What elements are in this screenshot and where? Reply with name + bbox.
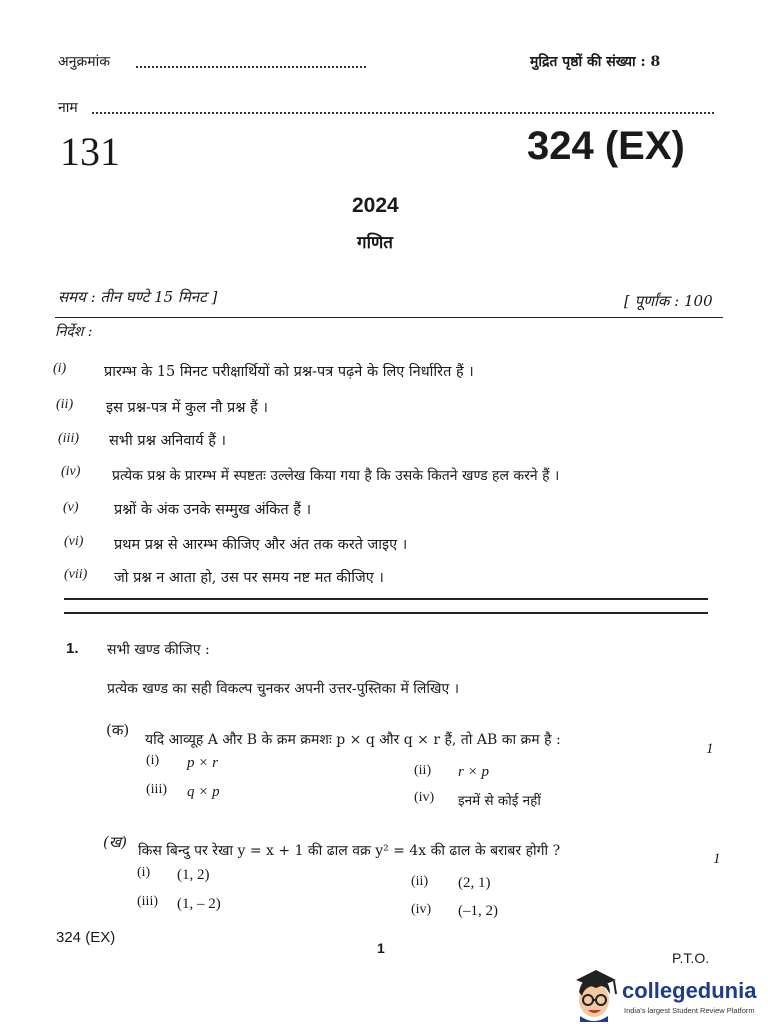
printed-pages-count: मुद्रित पृष्ठों की संख्या : 8	[530, 54, 661, 70]
instruction-number: (iii)	[58, 431, 79, 446]
question-subheading: प्रत्येक खण्ड का सही विकल्प चुनकर अपनी उत्तर-पुस्तिका में लिखिए ।	[107, 681, 459, 697]
option-text: (–1, 2)	[458, 903, 498, 919]
part-question-text: यदि आव्यूह A और B के क्रम क्रमशः p × q और q × r हैं, तो AB का क्रम है :	[145, 732, 561, 748]
part-question-text: किस बिन्दु पर रेखा y = x + 1 की ढाल वक्र y² = 4x की ढाल के बराबर होगी ?	[138, 843, 561, 859]
instruction-number: (vii)	[64, 567, 88, 582]
question-number: 1.	[66, 640, 79, 657]
instruction-number: (vi)	[64, 534, 84, 549]
instruction-text: इस प्रश्न-पत्र में कुल नौ प्रश्न हैं ।	[106, 400, 268, 416]
instruction-text: प्रत्येक प्रश्न के प्रारम्भ में स्पष्टतः उल्लेख किया गया है कि उसके कितने खण्ड हल करने हैं ।	[112, 468, 560, 484]
option-number: (i)	[137, 865, 151, 880]
time-allowed: समय : तीन घण्टे 15 मिनट ]	[58, 288, 218, 306]
option-text: (1, 2)	[177, 867, 210, 883]
instruction-number: (ii)	[56, 397, 74, 412]
paper-code: 324 (EX)	[527, 124, 685, 168]
collegedunia-watermark	[568, 964, 768, 1024]
maximum-marks: [ पूर्णांक : 100	[624, 292, 713, 310]
name-label: नाम	[58, 100, 78, 116]
part-label: (ख)	[103, 833, 127, 851]
name-field[interactable]	[92, 112, 714, 114]
instruction-text: सभी प्रश्न अनिवार्य हैं ।	[109, 433, 226, 449]
option-number: (ii)	[411, 874, 429, 889]
option-number: (iv)	[414, 790, 435, 805]
instructions-heading: निर्देश :	[55, 324, 93, 340]
exam-year: 2024	[352, 194, 399, 217]
option-number: (i)	[146, 753, 160, 768]
please-turn-over: P.T.O.	[672, 950, 710, 966]
part-marks: 1	[713, 851, 721, 867]
mascot-icon	[570, 966, 620, 1022]
page-number: 1	[377, 940, 385, 956]
roll-number-label: अनुक्रमांक	[58, 54, 110, 70]
option-number: (iii)	[146, 782, 167, 797]
option-text: p × r	[187, 755, 218, 771]
footer-paper-code: 324 (EX)	[56, 929, 116, 946]
subject-title: गणित	[357, 233, 393, 253]
option-text: इनमें से कोई नहीं	[458, 793, 541, 809]
header-divider	[55, 317, 723, 318]
option-text: q × p	[187, 784, 220, 800]
option-number: (ii)	[414, 763, 432, 778]
paper-serial-number: 131	[60, 129, 120, 174]
option-number: (iii)	[137, 894, 158, 909]
option-text: (2, 1)	[458, 875, 491, 891]
option-text: r × p	[458, 764, 489, 780]
brand-name: collegedunia	[622, 978, 757, 1003]
part-marks: 1	[706, 741, 714, 757]
option-number: (iv)	[411, 902, 432, 917]
instructions-divider-bottom	[64, 612, 708, 614]
option-text: (1, – 2)	[177, 896, 221, 912]
instruction-number: (i)	[53, 361, 67, 376]
instruction-text: प्रश्नों के अंक उनके सम्मुख अंकित हैं ।	[114, 502, 312, 518]
instruction-text: जो प्रश्न न आता हो, उस पर समय नष्ट मत कीजिए ।	[114, 570, 384, 586]
instructions-divider-top	[64, 598, 708, 600]
brand-tagline: India's largest Student Review Platform	[624, 1006, 755, 1015]
instruction-number: (iv)	[61, 464, 81, 479]
instruction-text: प्रारम्भ के 15 मिनट परीक्षार्थियों को प्रश्न-पत्र पढ़ने के लिए निर्धारित हैं ।	[104, 364, 474, 380]
part-label: (क)	[106, 721, 130, 739]
instruction-text: प्रथम प्रश्न से आरम्भ कीजिए और अंत तक करते जाइए ।	[114, 537, 408, 553]
roll-number-field[interactable]	[136, 66, 366, 68]
instruction-number: (v)	[63, 500, 79, 515]
question-heading: सभी खण्ड कीजिए :	[107, 642, 210, 658]
